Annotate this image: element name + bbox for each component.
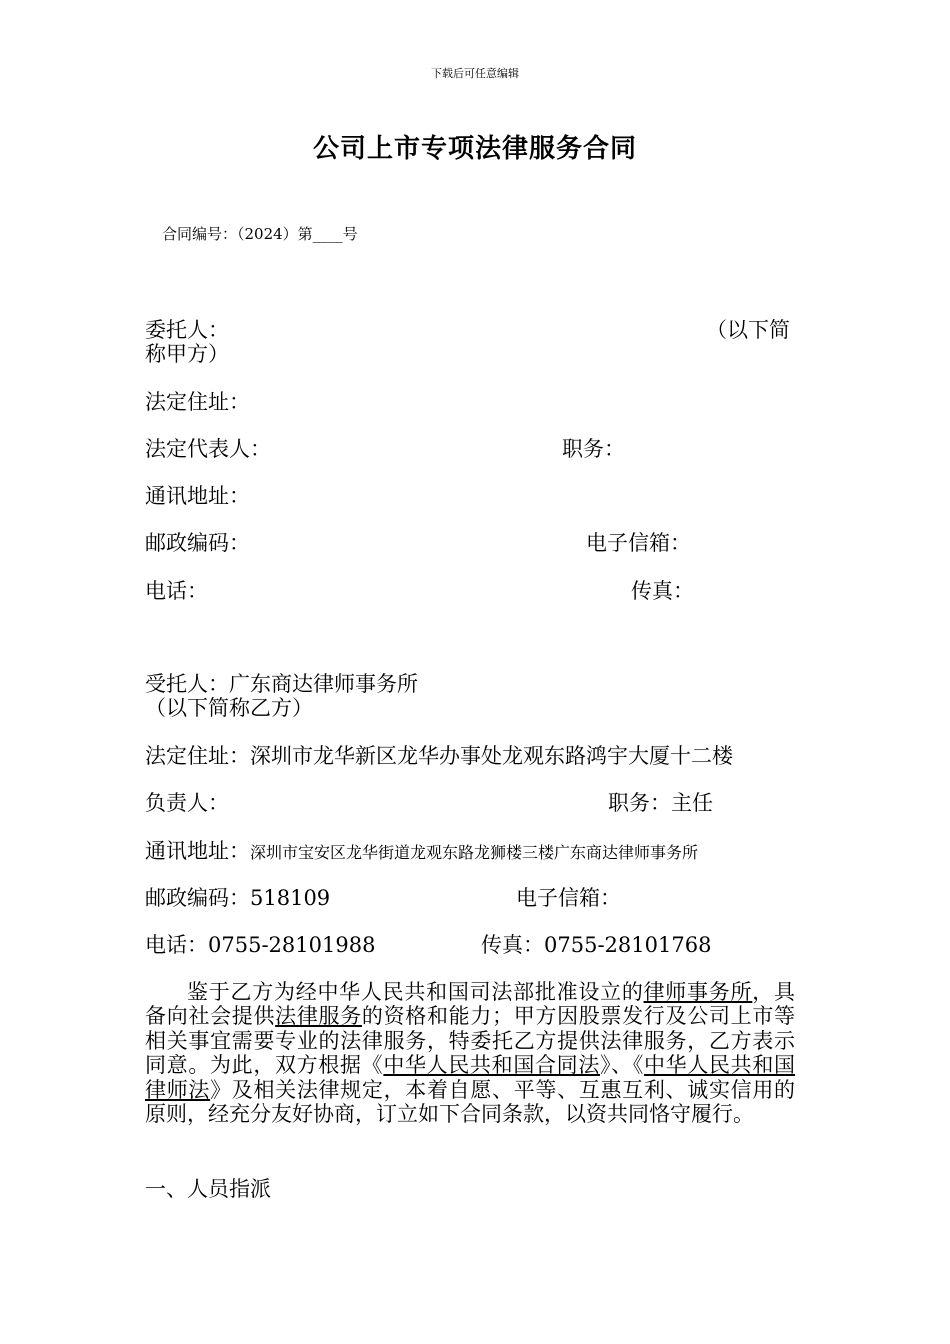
party-a-client-suffix: （以下简: [706, 318, 790, 342]
party-b-mail-value: 深圳市宝安区龙华街道龙观东路龙狮楼三楼广东商达律师事务所: [250, 843, 699, 862]
party-b-position: 职务：主任: [608, 791, 713, 815]
party-a-postcode-label: 邮政编码：: [145, 531, 250, 555]
party-a-position-label: 职务：: [562, 437, 625, 461]
law-firm-link[interactable]: 律师事务所: [643, 980, 753, 1004]
party-b-address-label: 法定住址：: [145, 744, 250, 768]
party-b-trustee-suffix: （以下简称乙方）: [145, 696, 313, 720]
party-b-phone: 电话：0755-28101988: [145, 933, 376, 957]
party-a-email-label: 电子信箱：: [586, 531, 691, 555]
preamble-text-4: 》、《: [600, 1053, 645, 1078]
party-a-fax-label: 传真：: [631, 579, 694, 603]
party-b-address: [145, 744, 733, 768]
section-heading-1: 一、人员指派: [145, 1177, 271, 1201]
party-b-head-label: 负责人：: [145, 791, 229, 815]
page-header-note: 下载后可任意编辑: [431, 67, 519, 80]
party-b-address-value: 深圳市龙华新区龙华办事处龙观东路鸿宇大厦十二楼: [250, 744, 733, 768]
preamble-text-2: ，具备向社会提供: [145, 980, 796, 1029]
legal-service-link[interactable]: 法律服务: [275, 1004, 362, 1029]
party-a-address-label: 法定住址：: [145, 390, 250, 414]
party-a-client-label: 委托人：: [145, 318, 229, 342]
preamble-text-5: 》及相关法律规定，本着自愿、平等、互惠互利、诚实信用的原则，经充分友好协商，订立如下合同条款，以资共同恪守履行。: [145, 1077, 796, 1127]
contract-law-link[interactable]: 中华人民共和国合同法: [383, 1053, 601, 1078]
party-b-trustee: 受托人：广东商达律师事务所: [145, 672, 418, 696]
preamble-text-3: 的资格和能力；甲方因股票发行及公司上市等相关事宜需要专业的法律服务，特委托乙方提供法律服务，乙方表示同意。为此，双方根据《: [145, 1004, 796, 1078]
party-b-mail: [145, 839, 698, 865]
party-a-phone-label: 电话：: [145, 579, 208, 603]
party-a-mail-label: 通讯地址：: [145, 484, 250, 508]
party-b-mail-label: 通讯地址：: [145, 839, 250, 863]
contract-number: 合同编号：（2024）第____号: [162, 225, 358, 243]
party-a-client-suffix-2: 称甲方）: [145, 342, 229, 366]
document-title: 公司上市专项法律服务合同: [312, 134, 637, 164]
party-b-fax: 传真：0755-28101768: [481, 933, 712, 957]
party-a-rep-label: 法定代表人：: [145, 437, 271, 461]
party-b-email-label: 电子信箱：: [516, 886, 621, 910]
party-b-postcode: 邮政编码：518109: [145, 886, 331, 910]
lawyers-law-link[interactable]: 中华人民共和国律师法: [145, 1053, 796, 1102]
preamble-paragraph: [145, 980, 795, 1126]
preamble-text-1: 鉴于乙方为经中华人民共和国司法部批准设立的: [187, 980, 644, 1004]
